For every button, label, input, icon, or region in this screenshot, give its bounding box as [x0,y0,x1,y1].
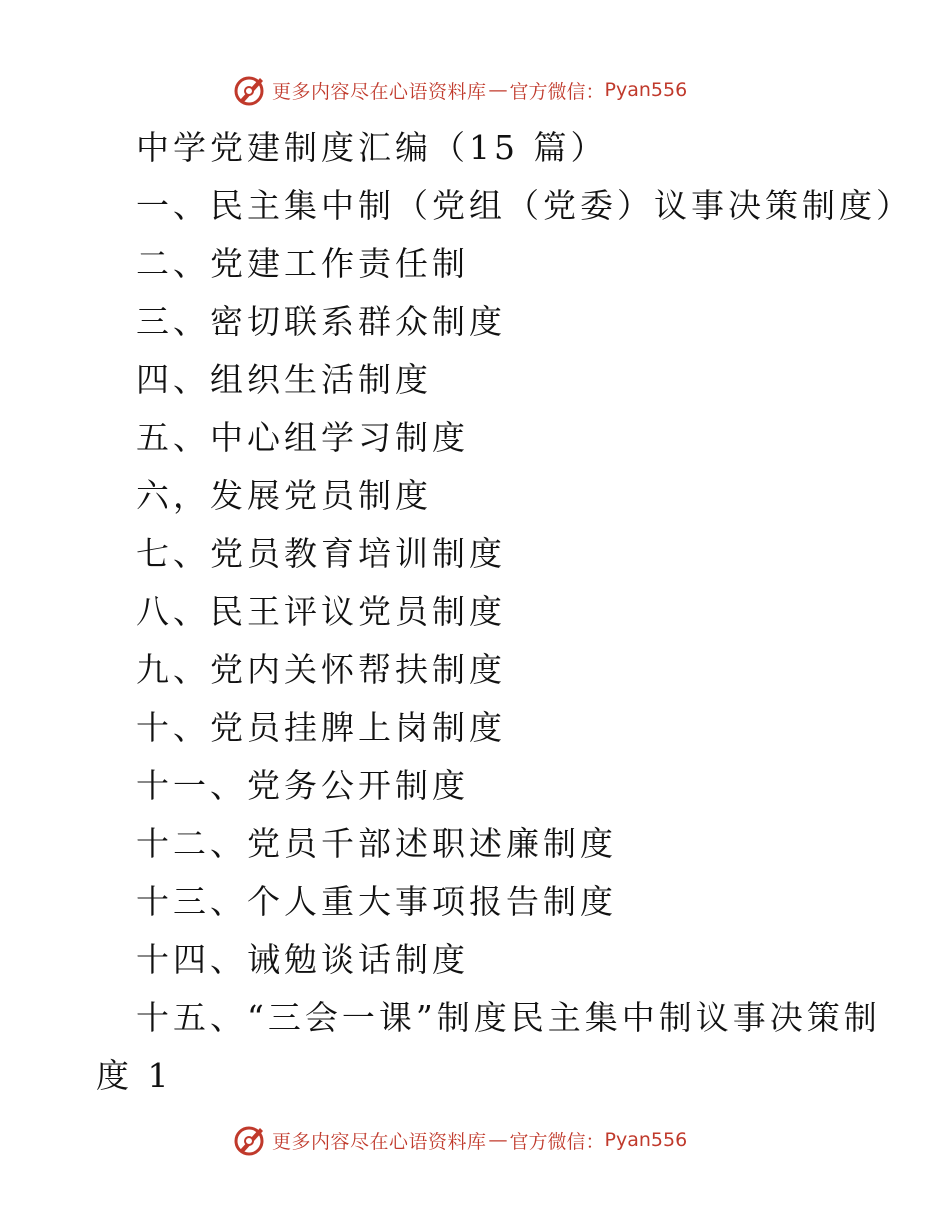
list-item: 十、党员挂脾上岗制度 [136,708,506,747]
list-item: 二、党建工作责任制 [136,244,469,283]
watermark-separator: — [488,1129,508,1151]
watermark-header [232,70,687,110]
red-quill-logo-icon [232,72,268,108]
list-item: 十三、个人重大事项报告制度 [136,882,617,921]
list-item: 七、党员教育培训制度 [136,534,506,573]
watermark-wechat-id: Pyan556 [604,1129,688,1151]
list-item: 九、党内关怀帮扶制度 [136,650,506,689]
watermark-wechat-label: 官方微信： [509,80,605,103]
watermark-separator: — [488,79,508,101]
list-item: 五、中心组学习制度 [136,418,469,457]
watermark-footer [232,1120,687,1160]
list-item: 六，发展党员制度 [136,476,432,515]
list-item: 十二、党员千部述职述廉制度 [136,824,617,863]
document-title: 中学党建制度汇编（15 篇） [136,128,608,167]
list-item: 三、密切联系群众制度 [136,302,506,341]
list-item: 十一、党务公开制度 [136,766,469,805]
watermark-main-text: 更多内容尽在心语资料库 [272,1130,487,1153]
list-item: 十四、诫勉谈话制度 [136,940,469,979]
list-item: 十五、“三会一课”制度民主集中制议事决策制 [136,998,881,1037]
list-item: 四、组织生活制度 [136,360,432,399]
red-quill-logo-icon [232,1122,268,1158]
list-item-continuation: 度 1 [96,1056,173,1095]
watermark-main-text: 更多内容尽在心语资料库 [272,80,487,103]
list-item: 一、民主集中制（党组（党委）议事决策制度） [136,186,913,225]
watermark-wechat-id: Pyan556 [604,79,688,101]
list-item: 八、民王评议党员制度 [136,592,506,631]
watermark-wechat-label: 官方微信： [509,1130,605,1153]
